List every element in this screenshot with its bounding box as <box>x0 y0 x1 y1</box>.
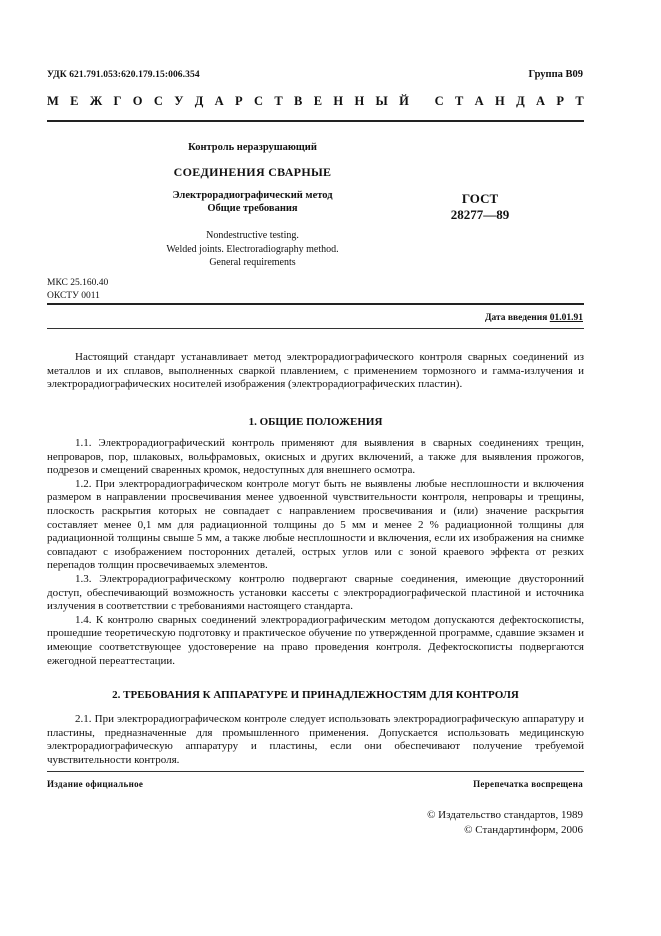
banner-letter: М <box>47 94 59 108</box>
banner-letter: Й <box>399 94 409 108</box>
gost-designation <box>440 191 520 223</box>
banner-letter: Д <box>516 94 525 108</box>
udk-code: УДК 621.791.053:620.179.15:006.354 <box>47 70 200 80</box>
banner-letter: А <box>214 94 224 108</box>
group-code: Группа В09 <box>528 69 583 80</box>
paragraph-1-3: 1.3. Электрорадиографическому контролю подвергают сварные соединения, имеющие двусторонний доступ, обеспечивающий возможность установки кассеты с электрорадиографической пластиной и источника излучения в соответствии с требованиями настоящего стандарта. <box>47 572 584 613</box>
category-title: Контроль неразрушающий <box>188 142 317 153</box>
classification-codes <box>47 277 108 302</box>
gost-label: ГОСТ <box>461 191 499 206</box>
reprint-prohibited-note: Перепечатка воспрещена <box>473 779 583 789</box>
english-title <box>100 229 405 270</box>
banner-letter: А <box>536 94 546 108</box>
section-2-body <box>47 713 584 767</box>
english-line-1: Nondestructive testing. <box>206 230 299 241</box>
banner-letter: С <box>254 94 264 108</box>
okstu-code: ОКСТУ 0011 <box>47 290 100 301</box>
mks-code: МКС 25.160.40 <box>47 278 109 288</box>
paragraph-1-4: 1.4. К контролю сварных соединений электрорадиографическим методом допускаются дефектоскописты, прошедшие теоретическую подготовку и практическое обучение по утвержденной программе, сдавшие экзамен и имеющие соответствующее удостоверение на право проведения контроля. Дефектоскописты подвергаются ежегодной переаттестации. <box>47 613 584 667</box>
banner-letter: А <box>474 94 484 108</box>
method-title <box>100 189 405 215</box>
paragraph-1-2: 1.2. При электрорадиографическом контроле могут быть не выявлены любые несплошности и включения размером в направлении просвечивания менее удвоенной чувствительности контроля, непровары и трещины, плоскость раскрытия которых не совпадает с направлением просвечивания и (или) значение раскрытия составляет менее 0,1 мм для радиационной толщины до 5 мм и менее 2 % радиационной толщины для радиационной толщины свыше 5 мм, а также любые несплошности и включения, если их изображения на снимке совпадают с изображением посторонних деталей, острых углов или с зоной краевого эффекта от резких перепадов толщин просвечиваемых элементов. <box>47 477 584 572</box>
intro-text: Настоящий стандарт устанавливает метод электрорадиографического контроля сварных соединений из металлов и их сплавов, выполненных сваркой плавлением, с применением тормозного и гамма-излучения и электрорадиографических носителей изображения (электрорадиографических пластин). <box>47 351 584 391</box>
banner-word-gap <box>420 94 423 109</box>
method-line-2: Общие требования <box>207 203 298 214</box>
banner-letter: Р <box>235 94 243 108</box>
banner-letter: О <box>132 94 143 108</box>
banner-letter: Ж <box>89 94 103 108</box>
header-bottom-divider <box>47 303 584 305</box>
introduction-date <box>485 313 583 323</box>
banner-letter: Е <box>70 94 79 108</box>
method-line-1: Электрорадиографический метод <box>172 190 333 201</box>
date-label: Дата введения <box>484 313 548 323</box>
banner-letter: У <box>174 94 184 108</box>
paragraph-1-1: 1.1. Электрорадиографический контроль применяют для выявления в сварных соединениях трещин, непроваров, пор, шлаковых, вольфрамовых, окисных и других включений, а также для выявления прожогов, подрезов и смещений сваренных кромок, недоступных для внешнего осмотра. <box>47 437 584 477</box>
section-1-body <box>47 437 584 668</box>
banner-letter: С <box>153 94 163 108</box>
section-2-heading: 2. ТРЕБОВАНИЯ К АППАРАТУРЕ И ПРИНАДЛЕЖНОСТЯМ ДЛЯ КОНТРОЛЯ <box>112 689 519 701</box>
paragraph-2-1: 2.1. При электрорадиографическом контроле следует использовать электрорадиографическую аппаратуру и пластины, предназначенные для промышленного применения. Допускается использовать медицинскую электрорадиографическую аппаратуру и пластины, если они обеспечивают получение требуемой чувствительности контроля. <box>47 713 584 766</box>
banner-letter: Е <box>313 94 323 108</box>
banner-letter: Г <box>113 94 122 108</box>
footer-divider <box>47 771 584 772</box>
gost-number: 28277—89 <box>450 207 510 222</box>
official-edition-note: Издание официальное <box>47 779 144 789</box>
copyright-line-1: © Издательство стандартов, 1989 <box>427 809 583 821</box>
banner-letter: Т <box>575 94 584 108</box>
banner-letter: Н <box>495 94 505 108</box>
banner-letter: С <box>434 94 444 108</box>
standard-type-banner <box>47 94 584 109</box>
banner-letter: Н <box>333 94 344 108</box>
date-value: 01.01.91 <box>549 313 583 323</box>
english-line-2: Welded joints. Electroradiography method. <box>166 243 339 255</box>
banner-letter: Д <box>194 94 204 108</box>
section-1-heading: 1. ОБЩИЕ ПОЛОЖЕНИЯ <box>248 416 383 428</box>
intro-paragraph <box>47 351 584 392</box>
banner-letter: Т <box>274 94 283 108</box>
date-divider <box>47 328 584 329</box>
banner-letter: Н <box>354 94 365 108</box>
banner-letter: Т <box>454 94 464 108</box>
banner-letter: В <box>294 94 303 108</box>
english-line-3: General requirements <box>209 257 296 268</box>
copyright-line-2: © Стандартинформ, 2006 <box>464 824 583 836</box>
main-title: СОЕДИНЕНИЯ СВАРНЫЕ <box>173 165 332 179</box>
top-divider <box>47 120 584 122</box>
banner-letter: Ы <box>375 94 388 108</box>
banner-letter: Р <box>556 94 565 108</box>
